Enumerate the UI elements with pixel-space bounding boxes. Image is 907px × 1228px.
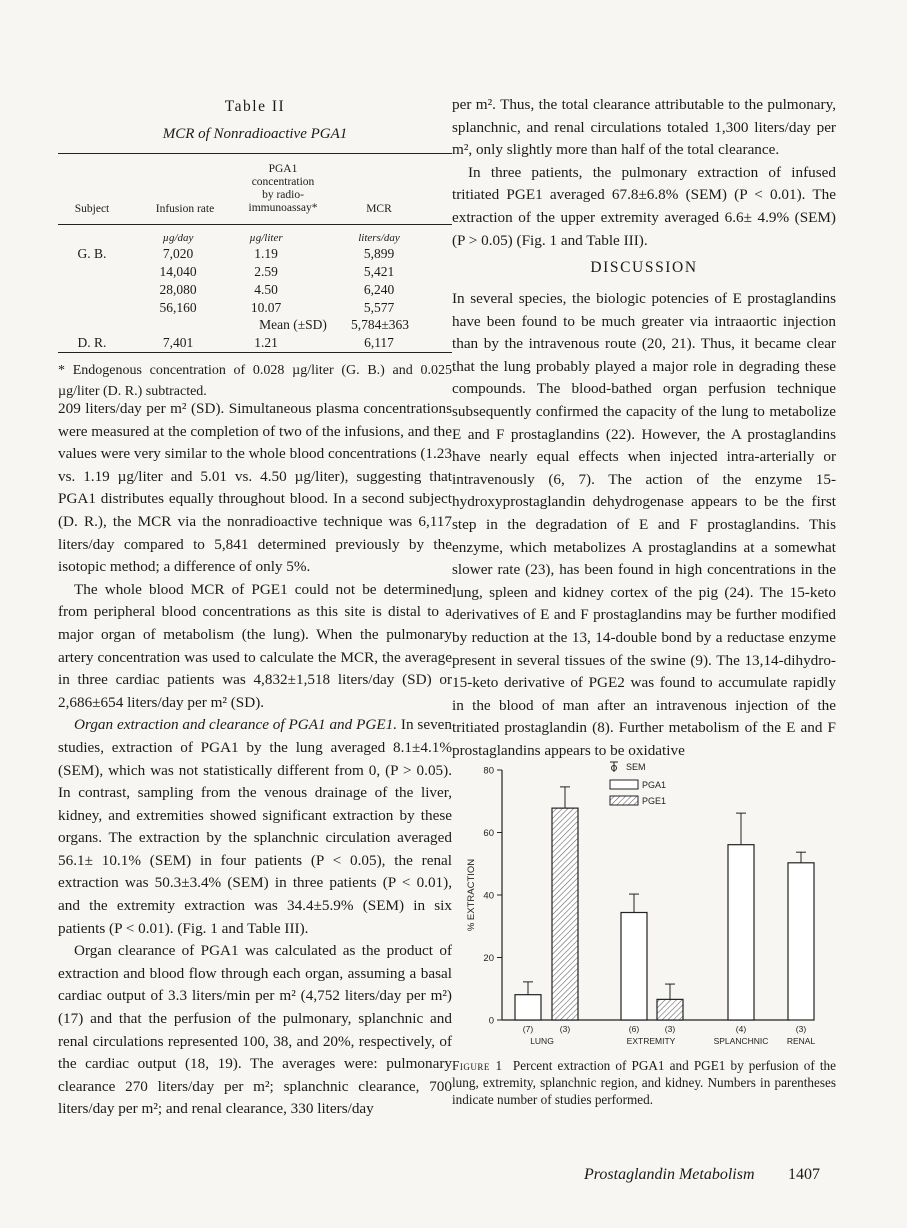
legend-swatch-pge1	[610, 796, 638, 805]
cell-mcr: 6,117	[364, 335, 394, 350]
paragraph-text: In seven studies, extraction of PGA1 by the lung averaged 8.1±4.1% (SEM), which was not statistically different from 0, (P > 0.05). In contrast, sampling from the venous drainage of the liver, kidney, and extremities showed significant extraction by these organs. The extraction by the splanchnic circulation averaged 56.1± 10.1% (SEM) in four patients (P < 0.05), the renal extraction was 50.3±3.4% (SEM) in three patients (P < 0.01), and the extremity extraction was 34.4±5.9% (SEM) in six patients (P < 0.01). (Fig. 1 and Table III).	[58, 716, 453, 937]
col-header-concentration-line: by radio-	[262, 189, 304, 201]
cell-rate: 56,160	[159, 300, 197, 315]
table-top-rule	[58, 153, 452, 154]
bar-extremity-pge1	[657, 999, 683, 1020]
n-label: (3)	[559, 1024, 571, 1034]
col-header-concentration-line: concentration	[251, 176, 315, 188]
left-column	[58, 398, 452, 1121]
cell-conc: 1.19	[254, 246, 278, 261]
paragraph: In three patients, the pulmonary extraction of infused tritiated PGE1 averaged 67.8±6.8% (SEM) (P < 0.01). The extraction of the upper extremity averaged 6.6± 4.9% (SEM) (P > 0.05) (Fig. 1 and Table III).	[452, 163, 836, 249]
unit-infusion-rate: µg/day	[162, 232, 194, 244]
cell-rate: 7,401	[162, 335, 194, 350]
right-column	[452, 94, 836, 252]
x-group-label: RENAL	[786, 1036, 816, 1046]
paragraph: The whole blood MCR of PGE1 could not be determined from peripheral blood concentrations as this site is distal to a major organ of metabolism (the lung). When the pulmonary artery concentration was used to calculate the MCR, the average in three cardiac patients was 4,832±1,518 liters/day (SD) or 2,686±654 liters/day per m² (SD).	[58, 580, 452, 711]
y-axis-label: % EXTRACTION	[466, 858, 477, 932]
col-header-infusion-rate: Infusion rate	[155, 203, 215, 215]
y-tick-label: 40	[483, 890, 494, 902]
cell-rate: 28,080	[159, 282, 197, 297]
paragraph: per m². Thus, the total clearance attributable to the pulmonary, splanchnic, and renal circulations totaled 1,300 liters/day per m², only slightly more than half of the total clearance.	[452, 96, 836, 159]
col-header-mcr: MCR	[366, 203, 392, 215]
col-header-concentration-line: immunoassay*	[248, 202, 318, 214]
section-heading: Organ extraction and clearance of PGA1 and PGE1.	[74, 716, 398, 734]
unit-concentration: µg/liter	[249, 232, 283, 244]
figure-caption-text: Percent extraction of PGA1 and PGE1 by perfusion of the lung, extremity, splanchnic region, and kidney. Numbers in parentheses indicate number of studies performed.	[452, 1058, 836, 1107]
cell-rate: 7,020	[162, 246, 194, 261]
y-tick-label: 80	[483, 765, 494, 777]
col-header-concentration	[228, 163, 338, 215]
cell-mcr: 6,240	[363, 282, 395, 297]
table-header-rule	[58, 224, 452, 225]
bar-extremity-pga1	[621, 913, 647, 1021]
bar-renal-pga1	[788, 863, 814, 1020]
figure-caption	[452, 1057, 836, 1108]
y-tick-label: 20	[483, 953, 494, 964]
cell-subject: D. R.	[77, 335, 107, 350]
n-label: (6)	[628, 1024, 640, 1034]
bar-lung-pge1	[552, 808, 578, 1020]
legend-label-pge1: PGE1	[642, 796, 667, 806]
x-group-label: EXTREMITY	[626, 1036, 676, 1046]
discussion-heading: DISCUSSION	[590, 259, 698, 276]
cell-conc: 4.50	[254, 282, 278, 297]
legend-label-sem: SEM	[626, 762, 646, 772]
figure-label: Figure 1	[452, 1058, 503, 1073]
cell-subject: G. B.	[77, 246, 107, 261]
x-group-label: LUNG	[530, 1036, 554, 1046]
mean-value: 5,784±363	[350, 317, 410, 332]
cell-mcr: 5,421	[363, 264, 395, 279]
page-number: 1407	[788, 1166, 820, 1183]
col-header-concentration-line: PGA1	[268, 163, 298, 175]
n-label: (3)	[795, 1024, 807, 1034]
y-tick-label: 0	[488, 1015, 494, 1027]
legend-label-pga1: PGA1	[642, 780, 667, 790]
cell-rate: 14,040	[159, 264, 197, 279]
table-footnote: * Endogenous concentration of 0.028 µg/liter (G. B.) and 0.025 µg/liter (D. R.) subtracted.	[58, 363, 452, 399]
bar-splanchnic-pga1	[728, 845, 754, 1020]
cell-mcr: 5,577	[363, 300, 395, 315]
cell-conc: 1.21	[254, 335, 278, 350]
paragraph: In several species, the biologic potencies of E prostaglandins have been found to be much greater via intraaortic injection than by the intravenous route (20, 21). Thus, it became clear that the lung probably played a major role in degrading these compounds. The blood-bathed organ perfusion technique subsequently confirmed the capacity of the lung to metabolize E and F prostaglandins (22). However, the A prostaglandins have nearly equal effects when injected intra-arterially or intravenously (6, 7). The action of the enzyme 15-hydroxyprostaglandin dehydrogenase appears to be the first step in the degradation of E and F prostaglandins. This enzyme, which metabolizes A prostaglandins at a somewhat slower rate (23), has been found in high concentrations in the lung, spleen and kidney cortex of the pig (24). The 15-keto derivatives of E and F prostaglandins may be further modified by reduction at the 13, 14-double bond by a reductase enzyme present in several tissues of the swine (9). The 13,14-dihydro-15-keto derivative of PGE2 was found to accumulate rapidly in the blood of man after an intravenous injection of the tritiated prostaglandin (8). Further metabolism of the E and F prostaglandins appears to be oxidative	[452, 290, 836, 759]
mean-label: Mean (±SD)	[259, 317, 327, 332]
x-group-label: SPLANCHNIC	[713, 1036, 769, 1046]
paragraph	[58, 714, 452, 940]
paragraph: 209 liters/day per m² (SD). Simultaneous plasma concentrations were measured at the completion of two of the infusions, and the values were very similar to the whole blood concentrations (1.23 vs. 1.19 µg/liter and 5.01 vs. 4.50 µg/liter), suggesting that PGA1 distributes equally throughout blood. In a second subject (D. R.), the MCR via the nonradioactive technique was 6,117 liters/day compared to 5,841 determined previously by the isotopic method; a difference of only 5%.	[58, 400, 452, 576]
extraction-bar-chart	[460, 752, 836, 1052]
y-tick-label: 60	[483, 828, 494, 839]
unit-mcr: liters/day	[358, 232, 400, 244]
col-header-subject: Subject	[74, 203, 110, 215]
cell-conc: 2.59	[254, 264, 278, 279]
bar-lung-pga1	[515, 995, 541, 1020]
n-label: (7)	[522, 1024, 534, 1034]
n-label: (3)	[664, 1024, 676, 1034]
table-bottom-rule	[58, 352, 452, 353]
paragraph: Organ clearance of PGA1 was calculated as the product of extraction and blood flow through each organ, assuming a basal cardiac output of 3.3 liters/min per m² (4,752 liters/day per m²) (17) and that the perfusion of the pulmonary, splanchnic and renal circulations represented 100, 38, and 20%, respectively, of the cardiac output (18, 19). The averages were: pulmonary clearance 270 liters/day per m²; splanchnic clearance, 700 liters/day per m²; and renal clearance, 330 liters/day	[58, 942, 452, 1118]
cell-mcr: 5,899	[363, 246, 395, 261]
table-subtitle: MCR of Nonradioactive PGA1	[162, 126, 348, 142]
n-label: (4)	[735, 1024, 747, 1034]
running-head: Prostaglandin Metabolism	[584, 1166, 755, 1183]
discussion-body	[452, 288, 836, 762]
cell-conc: 10.07	[250, 300, 282, 315]
table-title: Table II	[224, 98, 286, 115]
legend-swatch-pga1	[610, 780, 638, 789]
